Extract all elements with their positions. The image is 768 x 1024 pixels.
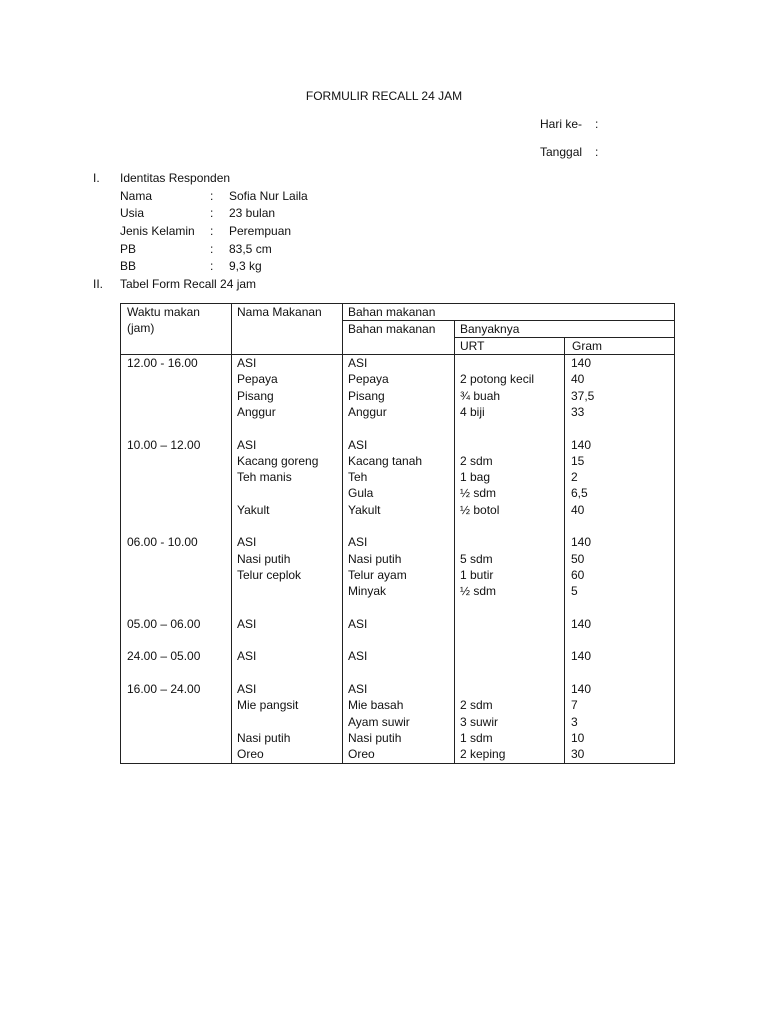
page-title: FORMULIR RECALL 24 JAM xyxy=(305,89,463,103)
section-2-title: Tabel Form Recall 24 jam xyxy=(120,277,257,291)
cell-urt: 2 sdm xyxy=(460,453,493,468)
hari-ke-label: Hari ke- xyxy=(540,117,583,131)
cell-nama-makanan: Anggur xyxy=(237,404,276,419)
cell-bahan-makanan: Nasi putih xyxy=(348,551,402,566)
cell-gram: 140 xyxy=(571,535,592,550)
cell-bahan-makanan: ASI xyxy=(348,682,368,696)
cell-nama-makanan: Pepaya xyxy=(237,372,278,387)
cell-gram: 140 xyxy=(571,437,592,452)
cell-nama-makanan: Telur ceplok xyxy=(237,567,302,582)
cell-urt: 2 sdm xyxy=(460,698,493,713)
jenis-kelamin-colon: : xyxy=(210,224,214,238)
column-divider xyxy=(564,337,565,763)
nama-value: Sofia Nur Laila xyxy=(229,189,308,203)
header-nama-makanan: Nama Makanan xyxy=(237,305,322,319)
cell-gram: 3 xyxy=(571,714,578,729)
cell-nama-makanan: ASI xyxy=(237,616,257,631)
cell-bahan-makanan: Yakult xyxy=(348,502,381,517)
row-divider xyxy=(454,337,674,338)
cell-nama-makanan: Teh manis xyxy=(237,470,292,485)
cell-urt: ½ sdm xyxy=(460,584,497,599)
cell-gram: 2 xyxy=(571,470,578,485)
cell-waktu: 05.00 – 06.00 xyxy=(127,616,201,631)
cell-bahan-makanan: Minyak xyxy=(348,584,387,599)
cell-urt: 1 bag xyxy=(460,470,491,485)
cell-gram: 140 xyxy=(571,356,592,370)
usia-label: Usia xyxy=(120,206,145,220)
column-divider xyxy=(231,304,232,763)
cell-urt: 3 suwir xyxy=(460,714,499,729)
header-banyaknya: Banyaknya xyxy=(460,322,520,336)
cell-nama-makanan: ASI xyxy=(237,356,257,370)
pb-label: PB xyxy=(120,242,137,256)
cell-urt: ½ sdm xyxy=(460,486,497,501)
cell-nama-makanan: Kacang goreng xyxy=(237,453,319,468)
cell-bahan-makanan: Pepaya xyxy=(348,372,389,387)
cell-waktu: 06.00 - 10.00 xyxy=(127,535,198,550)
nama-colon: : xyxy=(210,189,214,203)
nama-label: Nama xyxy=(120,189,153,203)
cell-gram: 60 xyxy=(571,567,585,582)
column-divider xyxy=(454,320,455,763)
cell-nama-makanan: ASI xyxy=(237,649,257,664)
cell-waktu: 16.00 – 24.00 xyxy=(127,682,201,696)
cell-nama-makanan: Pisang xyxy=(237,388,274,403)
cell-gram: 140 xyxy=(571,682,592,696)
cell-bahan-makanan: Anggur xyxy=(348,404,387,419)
header-waktu-jam: (jam) xyxy=(127,321,155,335)
header-bahan-makanan: Bahan makanan xyxy=(348,322,436,336)
cell-bahan-makanan: Nasi putih xyxy=(348,730,402,745)
cell-gram: 5 xyxy=(571,584,578,599)
cell-gram: 30 xyxy=(571,747,585,762)
cell-bahan-makanan: ASI xyxy=(348,356,368,370)
header-urt: URT xyxy=(460,339,485,353)
section-2-number: II. xyxy=(93,277,104,291)
cell-waktu: 24.00 – 05.00 xyxy=(127,649,201,664)
jenis-kelamin-value: Perempuan xyxy=(229,224,292,238)
cell-nama-makanan: Nasi putih xyxy=(237,551,291,566)
cell-urt: 1 sdm xyxy=(460,730,493,745)
cell-nama-makanan: Oreo xyxy=(237,747,264,762)
cell-nama-makanan: ASI xyxy=(237,682,257,696)
cell-urt: 4 biji xyxy=(460,404,485,419)
cell-urt: 2 potong kecil xyxy=(460,372,535,387)
recall-table xyxy=(120,303,675,764)
header-bottom-divider xyxy=(121,354,674,355)
cell-gram: 40 xyxy=(571,502,585,517)
cell-gram: 40 xyxy=(571,372,585,387)
hari-ke-colon: : xyxy=(595,117,599,131)
cell-bahan-makanan: ASI xyxy=(348,649,368,664)
bb-colon: : xyxy=(210,259,214,273)
cell-urt: 2 keping xyxy=(460,747,506,762)
section-1-number: I. xyxy=(93,171,100,185)
cell-gram: 140 xyxy=(571,616,592,631)
cell-urt: 5 sdm xyxy=(460,551,493,566)
cell-bahan-makanan: Gula xyxy=(348,486,374,501)
cell-bahan-makanan: ASI xyxy=(348,437,368,452)
cell-gram: 10 xyxy=(571,730,585,745)
cell-bahan-makanan: ASI xyxy=(348,616,368,631)
cell-gram: 50 xyxy=(571,551,585,566)
cell-urt: ¾ buah xyxy=(460,388,501,403)
section-1-title: Identitas Responden xyxy=(120,171,231,185)
cell-bahan-makanan: ASI xyxy=(348,535,368,550)
cell-gram: 6,5 xyxy=(571,486,588,501)
cell-gram: 15 xyxy=(571,453,585,468)
cell-bahan-makanan: Teh xyxy=(348,470,368,485)
cell-bahan-makanan: Mie basah xyxy=(348,698,404,713)
cell-urt: 1 butir xyxy=(460,567,494,582)
cell-bahan-makanan: Kacang tanah xyxy=(348,453,423,468)
cell-gram: 33 xyxy=(571,404,585,419)
cell-nama-makanan: Nasi putih xyxy=(237,730,291,745)
column-divider xyxy=(342,304,343,763)
pb-colon: : xyxy=(210,242,214,256)
cell-bahan-makanan: Telur ayam xyxy=(348,567,407,582)
tanggal-colon: : xyxy=(595,145,599,159)
header-waktu-makan: Waktu makan xyxy=(127,305,200,319)
header-gram: Gram xyxy=(572,339,602,353)
cell-nama-makanan: ASI xyxy=(237,535,257,550)
cell-gram: 140 xyxy=(571,649,592,664)
cell-gram: 37,5 xyxy=(571,388,595,403)
cell-nama-makanan: Mie pangsit xyxy=(237,698,299,713)
jenis-kelamin-label: Jenis Kelamin xyxy=(120,224,195,238)
cell-nama-makanan: Yakult xyxy=(237,502,270,517)
bb-value: 9,3 kg xyxy=(229,259,262,273)
tanggal-label: Tanggal xyxy=(540,145,583,159)
cell-bahan-makanan: Ayam suwir xyxy=(348,714,410,729)
usia-value: 23 bulan xyxy=(229,206,276,220)
pb-value: 83,5 cm xyxy=(229,242,272,256)
cell-bahan-makanan: Pisang xyxy=(348,388,385,403)
header-bahan-group: Bahan makanan xyxy=(348,305,436,319)
cell-nama-makanan: ASI xyxy=(237,437,257,452)
cell-waktu: 12.00 - 16.00 xyxy=(127,356,198,370)
bb-label: BB xyxy=(120,259,137,273)
cell-gram: 7 xyxy=(571,698,578,713)
cell-urt: ½ botol xyxy=(460,502,500,517)
cell-bahan-makanan: Oreo xyxy=(348,747,375,762)
usia-colon: : xyxy=(210,206,214,220)
cell-waktu: 10.00 – 12.00 xyxy=(127,437,201,452)
